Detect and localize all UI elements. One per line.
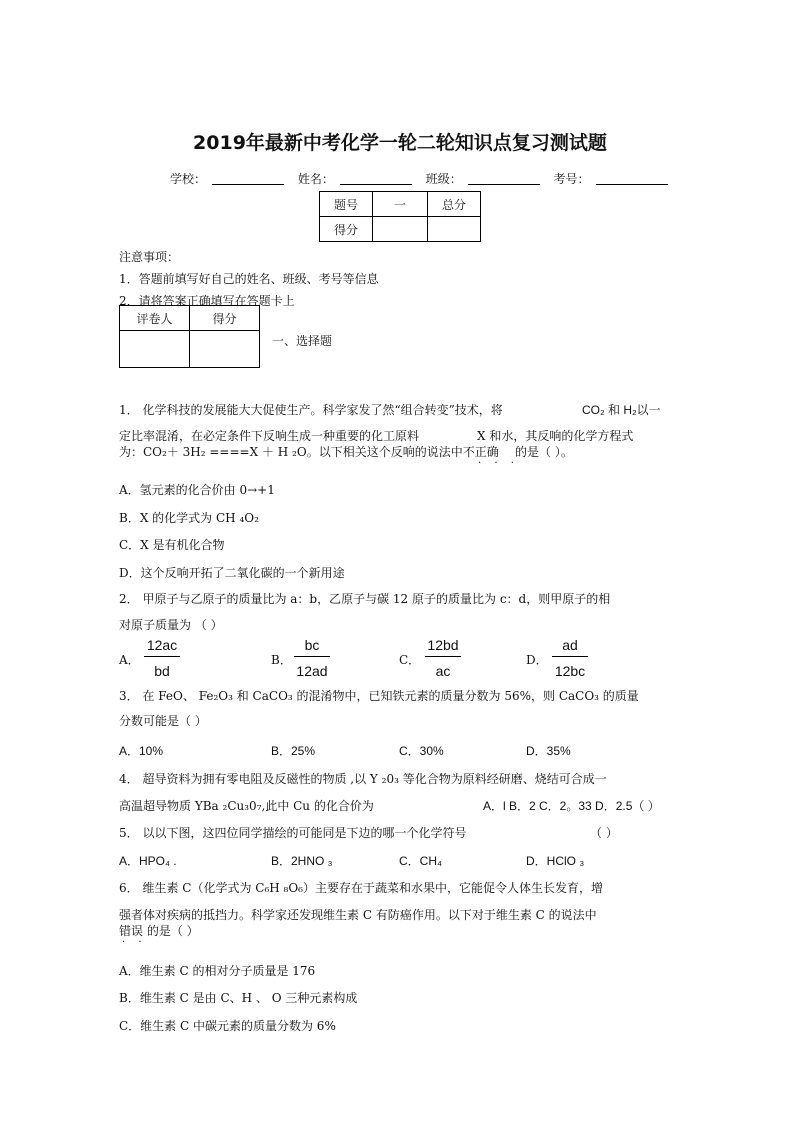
score-table-cell: 一 <box>373 192 428 217</box>
score-table-cell: 得分 <box>320 217 373 242</box>
q2-option-label: B． <box>271 653 292 667</box>
q5-option: A．HPO₄ . <box>119 854 177 868</box>
q3-option: C．30% <box>399 744 444 758</box>
grader-cell <box>120 331 190 368</box>
grader-table <box>119 305 260 368</box>
score-table-cell <box>373 217 428 242</box>
class-blank <box>468 172 540 185</box>
student-info-row <box>170 170 678 187</box>
fraction-denominator: bd <box>154 663 170 679</box>
q6-option: B．维生素 C 是由 C、H 、 O 三种元素构成 <box>119 991 358 1005</box>
q4-text: 4． 超导资料为拥有零电阻及反磁性的物质 ,以 Y ₂0₃ 等化合物为原料经研磨、烧结可合成一 <box>119 772 607 786</box>
emphasis-dots: · · · <box>478 458 519 469</box>
q3-option: A．10% <box>119 744 164 758</box>
q2-option-label: D． <box>526 653 548 667</box>
q1-text: 为：CO₂＋ 3H₂ ====X ＋ H ₂O。以下相关这个反响的说法中不正确 <box>119 445 499 459</box>
q5-text: 5． 以以下图，这四位同学描绘的可能同是下边的哪一个化学符号 <box>119 826 467 840</box>
q5-option: C．CH₄ <box>399 854 442 868</box>
grader-cell <box>190 331 260 368</box>
q3-text: 3． 在 FeO、 Fe₂O₃ 和 CaCO₃ 的混淆物中，已知铁元素的质量分数为 56%，则 CaCO₃ 的质量 <box>119 689 639 703</box>
note-item: 1．答题前填写好自己的姓名、班级、考号等信息 <box>119 272 379 286</box>
q5-option: B．2HNO ₃ <box>271 854 333 868</box>
q2-option-fraction <box>425 637 461 679</box>
q1-text: 的是（ ）。 <box>515 445 573 459</box>
q2-option-fraction <box>294 637 330 679</box>
name-label: 姓名： <box>297 172 334 186</box>
school-label: 学校： <box>170 172 207 186</box>
q1-option: C．X 是有机化合物 <box>119 538 225 552</box>
q2-option-label: A． <box>119 653 140 667</box>
q6-text: 强者体对疾病的抵挡力。科学家还发现维生素 C 有防癌作用。以下对于维生素 C 的说法中 <box>119 908 597 922</box>
score-table-cell: 总分 <box>428 192 481 217</box>
score-table-cell <box>428 217 481 242</box>
page-title: 2019年最新中考化学一轮二轮知识点复习测试题 <box>193 132 607 154</box>
fraction-numerator: bc <box>294 637 330 657</box>
q1-text: 定比率混淆，在必定条件下反响生成一种重要的化工原料 <box>119 429 420 443</box>
q3-option: D．35% <box>526 744 571 758</box>
fraction-numerator: ad <box>552 637 588 657</box>
q3-text: 分数可能是（ ） <box>119 714 207 728</box>
q4-options: A．l B．2 C．2。33 D．2.5（ ） <box>483 799 660 813</box>
grader-header: 得分 <box>190 306 260 331</box>
fraction-denominator: 12bc <box>554 663 586 679</box>
q1-text: X 和水，其反响的化学方程式 <box>477 429 634 443</box>
q2-option-fraction <box>144 637 180 679</box>
note-item: 2．请将答案正确填写在答题卡上 <box>119 294 295 308</box>
q4-text: 高温超导物质 YBa ₂Cu₃0₇,此中 Cu 的化合价为 <box>119 799 374 813</box>
exam-number-label: 考号： <box>553 172 590 186</box>
q1-option: B．X 的化学式为 CH ₄O₂ <box>119 511 259 525</box>
class-label: 班级： <box>425 172 462 186</box>
fraction-numerator: 12ac <box>144 637 180 657</box>
score-table-cell: 题号 <box>320 192 373 217</box>
q5-option: D．HClO ₃ <box>526 854 585 868</box>
notes-heading: 注意事项： <box>119 250 180 264</box>
q2-text: 对原子质量为 （ ） <box>119 618 223 632</box>
exam-number-blank <box>596 172 668 185</box>
section-heading: 一、选择题 <box>272 334 333 348</box>
q6-text: 6． 维生素 C（化学式为 C₆H ₈O₆）主要存在于蔬菜和水果中，它能促令人体生长发育，增 <box>119 881 603 895</box>
q2-text: 2． 甲原子与乙原子的质量比为 a：b，乙原子与碳 12 原子的质量比为 c：d，则甲原子的相 <box>119 592 611 606</box>
fraction-denominator: ac <box>435 663 451 679</box>
q2-option-fraction <box>552 637 588 679</box>
emphasis-dots: · · <box>122 937 147 948</box>
q1-text: 1． 化学科技的发展能大大促使生产。科学家发了然“组合转变”技术，将 <box>119 403 503 417</box>
q6-option: C．维生素 C 中碳元素的质量分数为 6% <box>119 1019 336 1033</box>
school-blank <box>212 172 284 185</box>
q3-option: B．25% <box>271 744 316 758</box>
q1-option: A．氢元素的化合价由 0→+1 <box>119 483 275 497</box>
fraction-denominator: 12ad <box>296 663 328 679</box>
q2-option-label: C． <box>399 653 421 667</box>
q1-option: D．这个反响开拓了二氧化碳的一个新用途 <box>119 566 345 580</box>
name-blank <box>340 172 412 185</box>
q5-answer-paren: （ ） <box>590 826 618 840</box>
q1-text: CO₂ 和 H₂以一 <box>582 403 661 417</box>
fraction-numerator: 12bd <box>425 637 461 657</box>
q6-option: A．维生素 C 的相对分子质量是 176 <box>119 964 316 978</box>
q6-text: 错误 的是（ ） <box>119 924 199 938</box>
grader-header: 评卷人 <box>120 306 190 331</box>
score-table <box>319 191 481 242</box>
